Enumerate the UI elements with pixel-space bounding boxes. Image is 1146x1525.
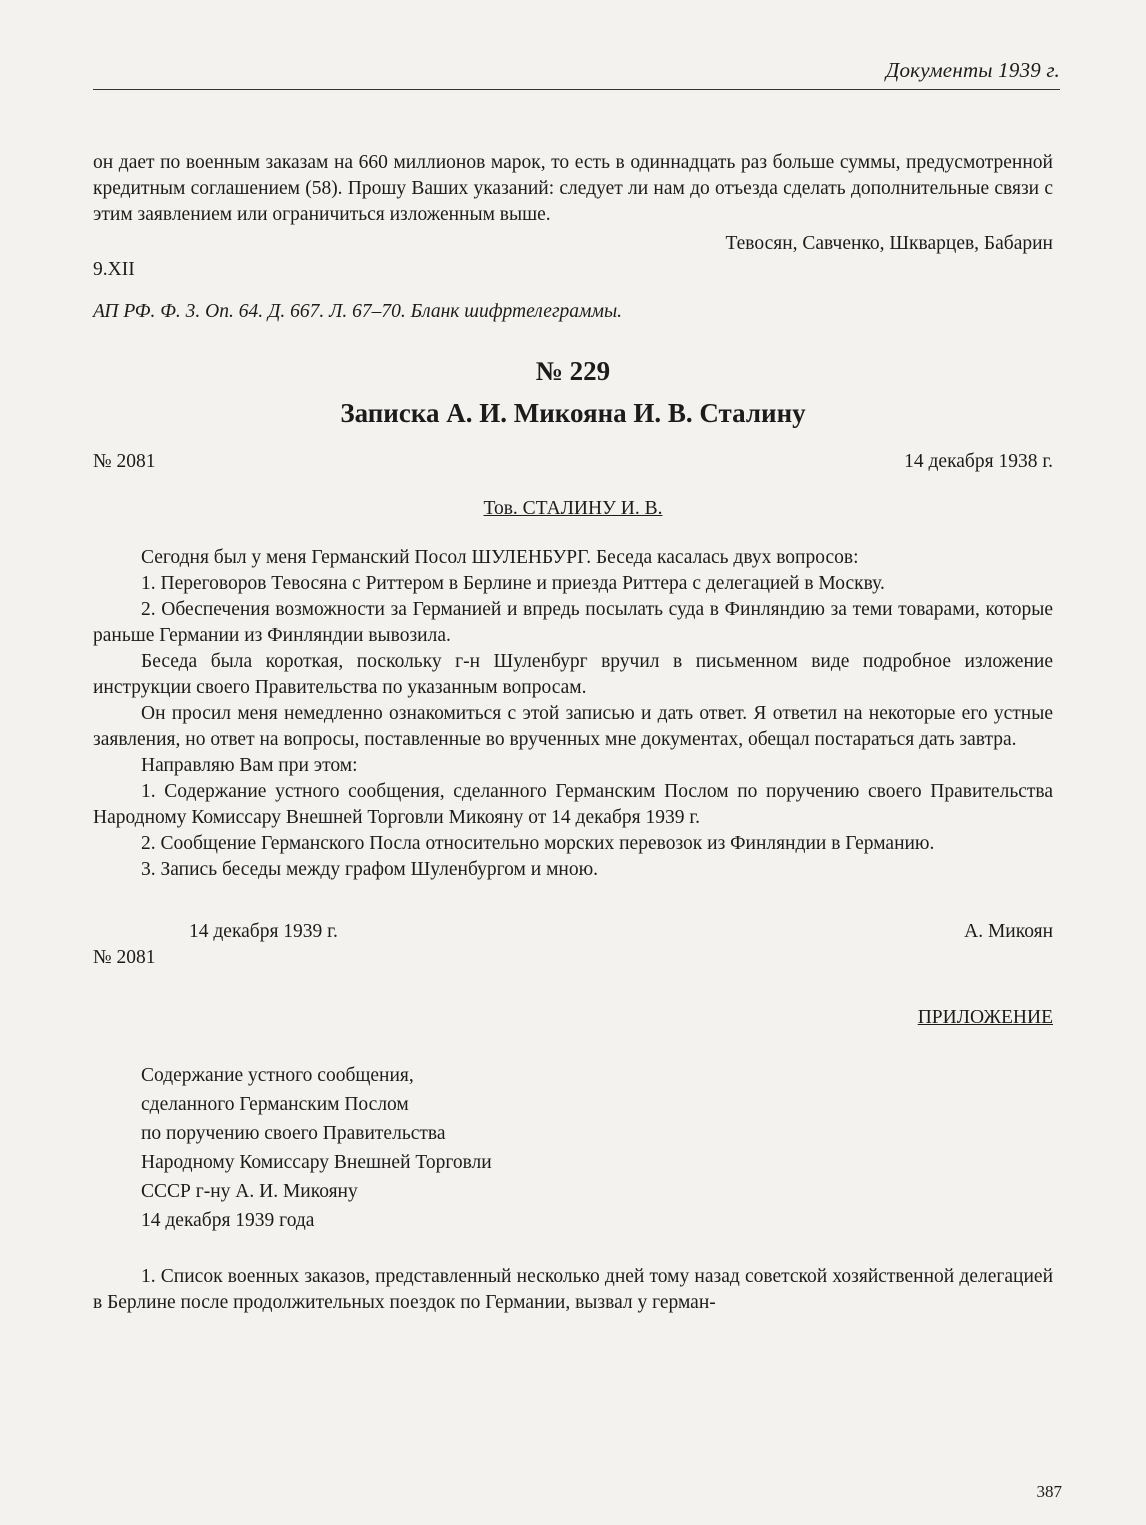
signature-date: 14 декабря 1939 г. xyxy=(189,921,338,942)
appendix-heading-line: Народному Комиссару Внешней Торговли xyxy=(141,1152,492,1173)
running-header: Документы 1939 г. xyxy=(885,58,1060,82)
appendix-heading-line: по поручению своего Правительства xyxy=(141,1123,446,1144)
appendix-heading-line: 14 декабря 1939 года xyxy=(141,1210,315,1231)
registration-number: № 2081 xyxy=(93,451,156,472)
paragraph: Направляю Вам при этом: xyxy=(141,755,358,776)
document-number: № 229 xyxy=(535,356,611,386)
paragraph: Сегодня был у меня Германский Посол ШУЛЕНБУРГ. Беседа касалась двух вопросов: xyxy=(141,547,859,568)
header-divider xyxy=(93,89,1060,90)
paragraph: 1. Содержание устного сообщения, сделанного Германским Послом по поручению своего Правительства Народному Комиссару Внешней Торговли Микояну от 14 декабря 1939 г. xyxy=(93,781,1053,828)
signature-name: А. Микоян xyxy=(964,921,1053,942)
registration-row xyxy=(93,449,1053,475)
appendix-paragraph: 1. Список военных заказов, представленный несколько дней тому назад советской хозяйственной делегацией в Берлине после продолжительных поездок по Германии, вызвал у герман- xyxy=(93,1266,1053,1313)
appendix-heading-line: сделанного Германским Послом xyxy=(141,1094,409,1115)
addressee: Тов. СТАЛИНУ И. В. xyxy=(483,498,663,519)
archive-reference: АП РФ. Ф. 3. Оп. 64. Д. 667. Л. 67–70. Бланк шифртелеграммы. xyxy=(93,301,623,322)
signers-line: Тевосян, Савченко, Шкварцев, Бабарин xyxy=(725,233,1053,254)
appendix-heading-line: Содержание устного сообщения, xyxy=(141,1065,414,1086)
paragraph: Он просил меня немедленно ознакомиться с этой записью и дать ответ. Я ответил на некоторые его устные заявления, но ответ на вопросы, поставленные во врученных мне документах, обещал постараться дать завтра. xyxy=(93,703,1053,750)
paragraph: 3. Запись беседы между графом Шуленбургом и мною. xyxy=(141,859,599,880)
page-body xyxy=(93,150,1053,1316)
signature-row xyxy=(93,919,1053,945)
appendix-heading xyxy=(93,1061,1053,1235)
appendix-heading-line: СССР г-ну А. И. Микояну xyxy=(141,1181,358,1202)
paragraph: 2. Обеспечения возможности за Германией и впредь посылать суда в Финляндию за теми товарами, которые раньше Германии из Финляндии вывозила. xyxy=(93,599,1053,646)
page-number: 387 xyxy=(1036,1482,1062,1501)
registration-date: 14 декабря 1938 г. xyxy=(904,451,1053,472)
appendix-label: ПРИЛОЖЕНИЕ xyxy=(917,1007,1053,1028)
paragraph: Беседа была короткая, поскольку г-н Шуленбург вручил в письменном виде подробное изложение инструкции своего Правительства по указанным вопросам. xyxy=(93,651,1053,698)
signers-date: 9.XII xyxy=(93,259,135,280)
continuation-paragraph: он дает по военным заказам на 660 миллионов марок, то есть в одиннадцать раз больше суммы, предусмотренной кредитным соглашением (58). Прошу Ваших указаний: следует ли нам до отъезда сделать дополнительные связи с этим заявлением или ограничиться изложенным выше. xyxy=(93,152,1053,225)
paragraph: 2. Сообщение Германского Посла относительно морских перевозок из Финляндии в Германию. xyxy=(141,833,935,854)
document-title: Записка А. И. Микояна И. В. Сталину xyxy=(340,398,806,428)
paragraph: 1. Переговоров Тевосяна с Риттером в Берлине и приезда Риттера с делегацией в Москву. xyxy=(141,573,885,594)
signature-number: № 2081 xyxy=(93,947,156,968)
